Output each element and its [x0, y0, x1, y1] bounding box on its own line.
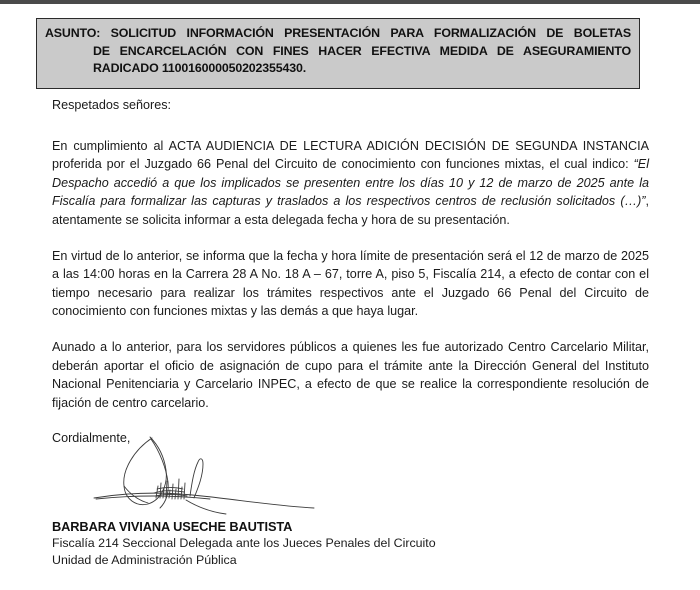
handwritten-signature-icon: [90, 436, 390, 528]
signer-unit: Unidad de Administración Pública: [52, 553, 237, 567]
document-body: [52, 96, 649, 448]
paragraph-3: Aunado a lo anterior, para los servidores públicos a quienes les fue autorizado Centro Carcelario Militar, deberán aportar el oficio de asignación de cupo para el trámite ante la Dirección General del Instituto Nacional Penitenciaria y Carcelario INPEC, a efecto de que se realice la correspondiente resolución de fijación de centro carcelario.: [52, 339, 649, 410]
greeting-line: Respetados señores:: [52, 98, 172, 112]
signer-role: Fiscalía 214 Seccional Delegada ante los Jueces Penales del Circuito: [52, 536, 436, 550]
paragraph-1-tail: , atentamente se solicita informar a esta delegada fecha y hora de su presentación.: [52, 194, 649, 227]
paragraph-1-intro: En cumplimiento al ACTA AUDIENCIA DE LECTURA ADICIÓN DECISIÓN DE SEGUNDA INSTANCIA proferida por el Juzgado 66 Penal del Circuito de conocimiento con funciones mixtas, el cual indico:: [52, 138, 649, 172]
signer-name: BARBARA VIVIANA USECHE BAUTISTA: [52, 519, 293, 534]
subject-box: [36, 18, 640, 89]
handwritten-signature: [90, 436, 390, 528]
closing-line: Cordialmente,: [52, 431, 131, 446]
document-page: [0, 4, 700, 590]
subject-line-3: RADICADO 110016000050202355430.: [93, 61, 307, 75]
paragraph-1: [52, 137, 649, 230]
subject-line-1: ASUNTO: SOLICITUD INFORMACIÓN PRESENTACIÓN PARA FORMALIZACIÓN DE BOLETAS: [45, 26, 631, 40]
subject-line-2: DE ENCARCELACIÓN CON FINES HACER EFECTIVA MEDIDA DE ASEGURAMIENTO: [93, 43, 631, 58]
paragraph-2: En virtud de lo anterior, se informa que la fecha y hora límite de presentación será el 12 de marzo de 2025 a las 14:00 horas en la Carrera 28 A No. 18 A – 67, torre A, piso 5, Fiscalía 214, a efecto de contar con el tiempo necesario para realizar los trámites respectivos ante el Juzgado 66 Penal del Circuito de conocimiento con funciones mixtas y las demás a que haya lugar.: [52, 248, 649, 319]
signature-block: [52, 518, 612, 569]
paragraph-1-quote: “El Despacho accedió a que los implicados se presenten entre los días 10 y 12 de marzo de 2025 ante la Fiscalía para formalizar las capturas y traslados a los respectivos centros de reclusión solicitados (…)”: [52, 157, 649, 209]
